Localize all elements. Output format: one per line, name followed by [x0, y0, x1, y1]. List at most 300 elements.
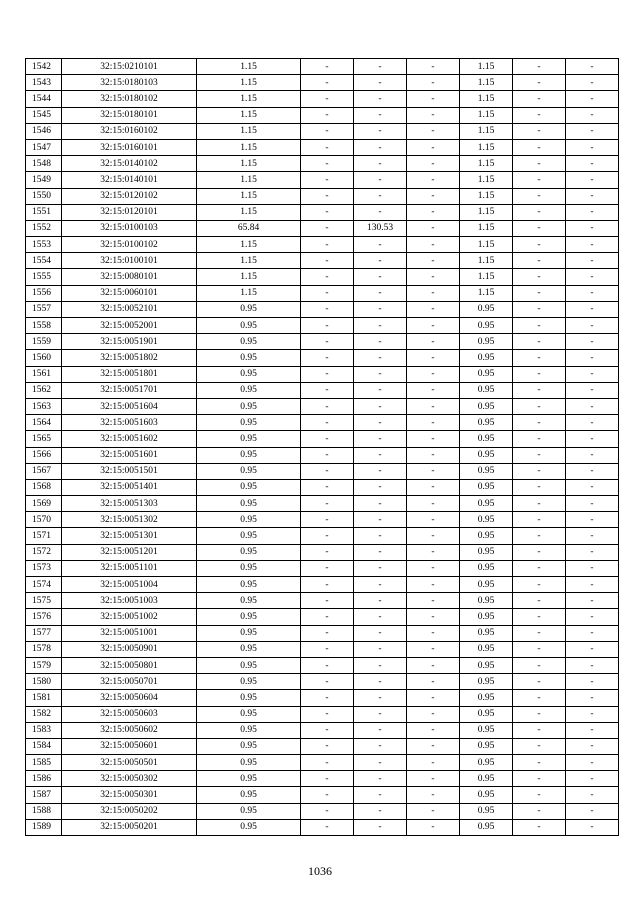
value-cell-3: -	[354, 285, 407, 301]
cadastral-number-cell: 32:15:0100101	[62, 253, 197, 269]
value-cell-7: -	[566, 819, 619, 835]
value-cell-3: -	[354, 609, 407, 625]
value-cell-7: -	[566, 641, 619, 657]
cadastral-number-cell: 32:15:0050302	[62, 771, 197, 787]
value-cell-6: -	[513, 253, 566, 269]
value-cell-7: -	[566, 415, 619, 431]
value-cell-2: -	[301, 609, 354, 625]
value-cell-3: -	[354, 479, 407, 495]
value-cell-4: -	[407, 593, 460, 609]
value-cell-4: -	[407, 641, 460, 657]
row-number-cell: 1542	[26, 59, 62, 75]
value-cell-7: -	[566, 528, 619, 544]
value-cell-2: -	[301, 787, 354, 803]
value-cell-1: 0.95	[197, 609, 301, 625]
row-number-cell: 1544	[26, 91, 62, 107]
value-cell-4: -	[407, 237, 460, 253]
table-row	[26, 220, 619, 236]
value-cell-5: 0.95	[460, 560, 513, 576]
value-cell-7: -	[566, 787, 619, 803]
table-row	[26, 188, 619, 204]
table-row	[26, 803, 619, 819]
value-cell-2: -	[301, 479, 354, 495]
value-cell-4: -	[407, 609, 460, 625]
value-cell-4: -	[407, 415, 460, 431]
value-cell-6: -	[513, 301, 566, 317]
value-cell-6: -	[513, 382, 566, 398]
value-cell-4: -	[407, 156, 460, 172]
value-cell-1: 0.95	[197, 544, 301, 560]
value-cell-3: -	[354, 560, 407, 576]
cadastral-number-cell: 32:15:0051302	[62, 512, 197, 528]
value-cell-7: -	[566, 139, 619, 155]
value-cell-3: -	[354, 787, 407, 803]
value-cell-2: -	[301, 123, 354, 139]
table-row	[26, 463, 619, 479]
table-row	[26, 544, 619, 560]
table-row	[26, 366, 619, 382]
value-cell-6: -	[513, 91, 566, 107]
row-number-cell: 1574	[26, 577, 62, 593]
value-cell-3: -	[354, 334, 407, 350]
value-cell-4: -	[407, 382, 460, 398]
row-number-cell: 1567	[26, 463, 62, 479]
row-number-cell: 1546	[26, 123, 62, 139]
value-cell-4: -	[407, 188, 460, 204]
value-cell-7: -	[566, 560, 619, 576]
cadastral-number-cell: 32:15:0100102	[62, 237, 197, 253]
value-cell-5: 0.95	[460, 350, 513, 366]
table-row	[26, 431, 619, 447]
value-cell-3: -	[354, 803, 407, 819]
cadastral-number-cell: 32:15:0140101	[62, 172, 197, 188]
value-cell-2: -	[301, 334, 354, 350]
value-cell-2: -	[301, 625, 354, 641]
value-cell-4: -	[407, 172, 460, 188]
cadastral-number-cell: 32:15:0050604	[62, 690, 197, 706]
value-cell-6: -	[513, 819, 566, 835]
value-cell-5: 0.95	[460, 544, 513, 560]
value-cell-5: 0.95	[460, 415, 513, 431]
value-cell-2: -	[301, 301, 354, 317]
value-cell-1: 0.95	[197, 657, 301, 673]
value-cell-2: -	[301, 415, 354, 431]
value-cell-1: 0.95	[197, 738, 301, 754]
value-cell-7: -	[566, 755, 619, 771]
value-cell-6: -	[513, 528, 566, 544]
value-cell-1: 0.95	[197, 301, 301, 317]
value-cell-3: -	[354, 398, 407, 414]
cadastral-number-cell: 32:15:0052001	[62, 318, 197, 334]
value-cell-4: -	[407, 771, 460, 787]
value-cell-4: -	[407, 463, 460, 479]
value-cell-6: -	[513, 657, 566, 673]
value-cell-7: -	[566, 398, 619, 414]
cadastral-number-cell: 32:15:0051604	[62, 398, 197, 414]
cadastral-number-cell: 32:15:0051301	[62, 528, 197, 544]
value-cell-5: 1.15	[460, 204, 513, 220]
value-cell-1: 1.15	[197, 107, 301, 123]
value-cell-3: -	[354, 674, 407, 690]
value-cell-5: 0.95	[460, 463, 513, 479]
value-cell-4: -	[407, 447, 460, 463]
value-cell-6: -	[513, 609, 566, 625]
value-cell-3: -	[354, 91, 407, 107]
value-cell-5: 0.95	[460, 755, 513, 771]
value-cell-2: -	[301, 285, 354, 301]
row-number-cell: 1586	[26, 771, 62, 787]
value-cell-4: -	[407, 787, 460, 803]
value-cell-5: 0.95	[460, 382, 513, 398]
value-cell-5: 0.95	[460, 512, 513, 528]
value-cell-3: -	[354, 253, 407, 269]
value-cell-3: -	[354, 204, 407, 220]
value-cell-7: -	[566, 593, 619, 609]
cadastral-number-cell: 32:15:0051201	[62, 544, 197, 560]
value-cell-7: -	[566, 738, 619, 754]
value-cell-3: -	[354, 528, 407, 544]
value-cell-4: -	[407, 107, 460, 123]
value-cell-1: 0.95	[197, 803, 301, 819]
value-cell-1: 1.15	[197, 75, 301, 91]
value-cell-2: -	[301, 59, 354, 75]
value-cell-1: 0.95	[197, 512, 301, 528]
row-number-cell: 1566	[26, 447, 62, 463]
table-row	[26, 285, 619, 301]
data-table	[25, 58, 619, 836]
row-number-cell: 1572	[26, 544, 62, 560]
cadastral-number-cell: 32:15:0051701	[62, 382, 197, 398]
value-cell-3: -	[354, 188, 407, 204]
value-cell-5: 0.95	[460, 366, 513, 382]
value-cell-2: -	[301, 755, 354, 771]
cadastral-number-cell: 32:15:0160101	[62, 139, 197, 155]
value-cell-6: -	[513, 431, 566, 447]
cadastral-number-cell: 32:15:0050602	[62, 722, 197, 738]
value-cell-4: -	[407, 690, 460, 706]
value-cell-6: -	[513, 285, 566, 301]
value-cell-2: -	[301, 722, 354, 738]
value-cell-6: -	[513, 366, 566, 382]
value-cell-4: -	[407, 301, 460, 317]
value-cell-7: -	[566, 431, 619, 447]
cadastral-number-cell: 32:15:0051303	[62, 496, 197, 512]
value-cell-3: -	[354, 625, 407, 641]
value-cell-7: -	[566, 512, 619, 528]
value-cell-5: 0.95	[460, 431, 513, 447]
row-number-cell: 1588	[26, 803, 62, 819]
value-cell-3: -	[354, 722, 407, 738]
value-cell-7: -	[566, 334, 619, 350]
cadastral-number-cell: 32:15:0051501	[62, 463, 197, 479]
cadastral-number-cell: 32:15:0051901	[62, 334, 197, 350]
value-cell-1: 1.15	[197, 156, 301, 172]
table-row	[26, 512, 619, 528]
row-number-cell: 1556	[26, 285, 62, 301]
value-cell-2: -	[301, 237, 354, 253]
value-cell-2: -	[301, 528, 354, 544]
value-cell-5: 1.15	[460, 139, 513, 155]
value-cell-4: -	[407, 253, 460, 269]
value-cell-3: -	[354, 577, 407, 593]
table-row	[26, 172, 619, 188]
value-cell-7: -	[566, 220, 619, 236]
value-cell-3: -	[354, 706, 407, 722]
cadastral-number-cell: 32:15:0080101	[62, 269, 197, 285]
value-cell-7: -	[566, 625, 619, 641]
table-row	[26, 479, 619, 495]
cadastral-number-cell: 32:15:0050601	[62, 738, 197, 754]
value-cell-1: 0.95	[197, 479, 301, 495]
value-cell-6: -	[513, 544, 566, 560]
table-row	[26, 75, 619, 91]
value-cell-4: -	[407, 577, 460, 593]
value-cell-5: 0.95	[460, 577, 513, 593]
value-cell-5: 0.95	[460, 657, 513, 673]
value-cell-5: 0.95	[460, 318, 513, 334]
row-number-cell: 1573	[26, 560, 62, 576]
value-cell-3: -	[354, 641, 407, 657]
value-cell-6: -	[513, 398, 566, 414]
value-cell-7: -	[566, 690, 619, 706]
value-cell-5: 0.95	[460, 803, 513, 819]
row-number-cell: 1571	[26, 528, 62, 544]
value-cell-2: -	[301, 172, 354, 188]
value-cell-5: 1.15	[460, 269, 513, 285]
value-cell-5: 1.15	[460, 156, 513, 172]
value-cell-5: 0.95	[460, 738, 513, 754]
value-cell-4: -	[407, 819, 460, 835]
value-cell-1: 1.15	[197, 269, 301, 285]
value-cell-6: -	[513, 674, 566, 690]
value-cell-2: -	[301, 738, 354, 754]
value-cell-3: -	[354, 366, 407, 382]
value-cell-7: -	[566, 496, 619, 512]
table-row	[26, 237, 619, 253]
value-cell-1: 0.95	[197, 382, 301, 398]
value-cell-5: 0.95	[460, 819, 513, 835]
row-number-cell: 1576	[26, 609, 62, 625]
value-cell-7: -	[566, 75, 619, 91]
value-cell-6: -	[513, 560, 566, 576]
value-cell-6: -	[513, 755, 566, 771]
table-row	[26, 204, 619, 220]
value-cell-3: -	[354, 301, 407, 317]
table-row	[26, 625, 619, 641]
table-row	[26, 496, 619, 512]
value-cell-6: -	[513, 415, 566, 431]
value-cell-3: -	[354, 755, 407, 771]
row-number-cell: 1554	[26, 253, 62, 269]
value-cell-4: -	[407, 318, 460, 334]
value-cell-1: 0.95	[197, 771, 301, 787]
value-cell-2: -	[301, 204, 354, 220]
cadastral-number-cell: 32:15:0180101	[62, 107, 197, 123]
value-cell-7: -	[566, 269, 619, 285]
value-cell-7: -	[566, 350, 619, 366]
value-cell-7: -	[566, 463, 619, 479]
table-row	[26, 706, 619, 722]
value-cell-3: -	[354, 269, 407, 285]
row-number-cell: 1545	[26, 107, 62, 123]
table-row	[26, 398, 619, 414]
row-number-cell: 1581	[26, 690, 62, 706]
value-cell-1: 0.95	[197, 755, 301, 771]
value-cell-5: 0.95	[460, 722, 513, 738]
value-cell-1: 1.15	[197, 139, 301, 155]
cadastral-number-cell: 32:15:0051603	[62, 415, 197, 431]
value-cell-4: -	[407, 91, 460, 107]
cadastral-number-cell: 32:15:0051101	[62, 560, 197, 576]
cadastral-number-cell: 32:15:0051802	[62, 350, 197, 366]
row-number-cell: 1564	[26, 415, 62, 431]
value-cell-1: 0.95	[197, 706, 301, 722]
value-cell-1: 0.95	[197, 593, 301, 609]
value-cell-6: -	[513, 463, 566, 479]
table-row	[26, 301, 619, 317]
value-cell-4: -	[407, 123, 460, 139]
value-cell-7: -	[566, 577, 619, 593]
value-cell-5: 0.95	[460, 398, 513, 414]
value-cell-3: -	[354, 819, 407, 835]
row-number-cell: 1585	[26, 755, 62, 771]
row-number-cell: 1589	[26, 819, 62, 835]
value-cell-5: 0.95	[460, 690, 513, 706]
value-cell-3: -	[354, 512, 407, 528]
value-cell-3: -	[354, 107, 407, 123]
value-cell-7: -	[566, 172, 619, 188]
value-cell-7: -	[566, 674, 619, 690]
value-cell-7: -	[566, 123, 619, 139]
value-cell-3: -	[354, 738, 407, 754]
value-cell-4: -	[407, 204, 460, 220]
value-cell-4: -	[407, 560, 460, 576]
value-cell-4: -	[407, 398, 460, 414]
value-cell-1: 0.95	[197, 722, 301, 738]
row-number-cell: 1558	[26, 318, 62, 334]
value-cell-6: -	[513, 75, 566, 91]
value-cell-5: 1.15	[460, 123, 513, 139]
cadastral-number-cell: 32:15:0120101	[62, 204, 197, 220]
value-cell-2: -	[301, 771, 354, 787]
value-cell-5: 0.95	[460, 496, 513, 512]
cadastral-number-cell: 32:15:0050501	[62, 755, 197, 771]
cadastral-number-cell: 32:15:0050301	[62, 787, 197, 803]
value-cell-3: -	[354, 447, 407, 463]
value-cell-6: -	[513, 706, 566, 722]
value-cell-2: -	[301, 577, 354, 593]
value-cell-1: 0.95	[197, 431, 301, 447]
table-row	[26, 641, 619, 657]
value-cell-2: -	[301, 819, 354, 835]
table-row	[26, 819, 619, 835]
value-cell-5: 0.95	[460, 447, 513, 463]
value-cell-1: 0.95	[197, 577, 301, 593]
value-cell-5: 0.95	[460, 771, 513, 787]
value-cell-2: -	[301, 674, 354, 690]
value-cell-3: -	[354, 771, 407, 787]
value-cell-6: -	[513, 690, 566, 706]
value-cell-4: -	[407, 285, 460, 301]
value-cell-2: -	[301, 463, 354, 479]
value-cell-1: 0.95	[197, 528, 301, 544]
value-cell-5: 0.95	[460, 787, 513, 803]
value-cell-1: 0.95	[197, 819, 301, 835]
cadastral-number-cell: 32:15:0050202	[62, 803, 197, 819]
value-cell-7: -	[566, 204, 619, 220]
value-cell-2: -	[301, 318, 354, 334]
value-cell-2: -	[301, 690, 354, 706]
value-cell-1: 0.95	[197, 447, 301, 463]
value-cell-3: -	[354, 463, 407, 479]
cadastral-number-cell: 32:15:0051003	[62, 593, 197, 609]
table-row	[26, 722, 619, 738]
value-cell-4: -	[407, 366, 460, 382]
table-row	[26, 318, 619, 334]
cadastral-number-cell: 32:15:0180102	[62, 91, 197, 107]
value-cell-4: -	[407, 479, 460, 495]
value-cell-3: -	[354, 544, 407, 560]
value-cell-1: 0.95	[197, 690, 301, 706]
page-number: 1036	[308, 864, 332, 878]
cadastral-number-cell: 32:15:0210101	[62, 59, 197, 75]
value-cell-1: 0.95	[197, 463, 301, 479]
value-cell-4: -	[407, 657, 460, 673]
value-cell-1: 1.15	[197, 204, 301, 220]
value-cell-5: 1.15	[460, 91, 513, 107]
value-cell-6: -	[513, 107, 566, 123]
value-cell-6: -	[513, 625, 566, 641]
value-cell-2: -	[301, 382, 354, 398]
value-cell-6: -	[513, 269, 566, 285]
value-cell-1: 0.95	[197, 496, 301, 512]
value-cell-1: 1.15	[197, 285, 301, 301]
value-cell-5: 1.15	[460, 253, 513, 269]
value-cell-4: -	[407, 544, 460, 560]
value-cell-2: -	[301, 431, 354, 447]
value-cell-4: -	[407, 738, 460, 754]
row-number-cell: 1549	[26, 172, 62, 188]
value-cell-5: 0.95	[460, 625, 513, 641]
value-cell-5: 0.95	[460, 674, 513, 690]
value-cell-7: -	[566, 609, 619, 625]
row-number-cell: 1561	[26, 366, 62, 382]
value-cell-4: -	[407, 496, 460, 512]
row-number-cell: 1579	[26, 657, 62, 673]
value-cell-6: -	[513, 204, 566, 220]
value-cell-3: -	[354, 59, 407, 75]
value-cell-1: 0.95	[197, 350, 301, 366]
value-cell-2: -	[301, 593, 354, 609]
value-cell-7: -	[566, 237, 619, 253]
table-row	[26, 787, 619, 803]
value-cell-6: -	[513, 334, 566, 350]
value-cell-1: 0.95	[197, 318, 301, 334]
table-row	[26, 593, 619, 609]
cadastral-number-cell: 32:15:0051602	[62, 431, 197, 447]
value-cell-5: 0.95	[460, 706, 513, 722]
cadastral-number-cell: 32:15:0051004	[62, 577, 197, 593]
value-cell-6: -	[513, 237, 566, 253]
value-cell-3: -	[354, 350, 407, 366]
row-number-cell: 1560	[26, 350, 62, 366]
row-number-cell: 1570	[26, 512, 62, 528]
table-row	[26, 755, 619, 771]
row-number-cell: 1555	[26, 269, 62, 285]
value-cell-5: 0.95	[460, 334, 513, 350]
table-row	[26, 415, 619, 431]
table-row	[26, 156, 619, 172]
